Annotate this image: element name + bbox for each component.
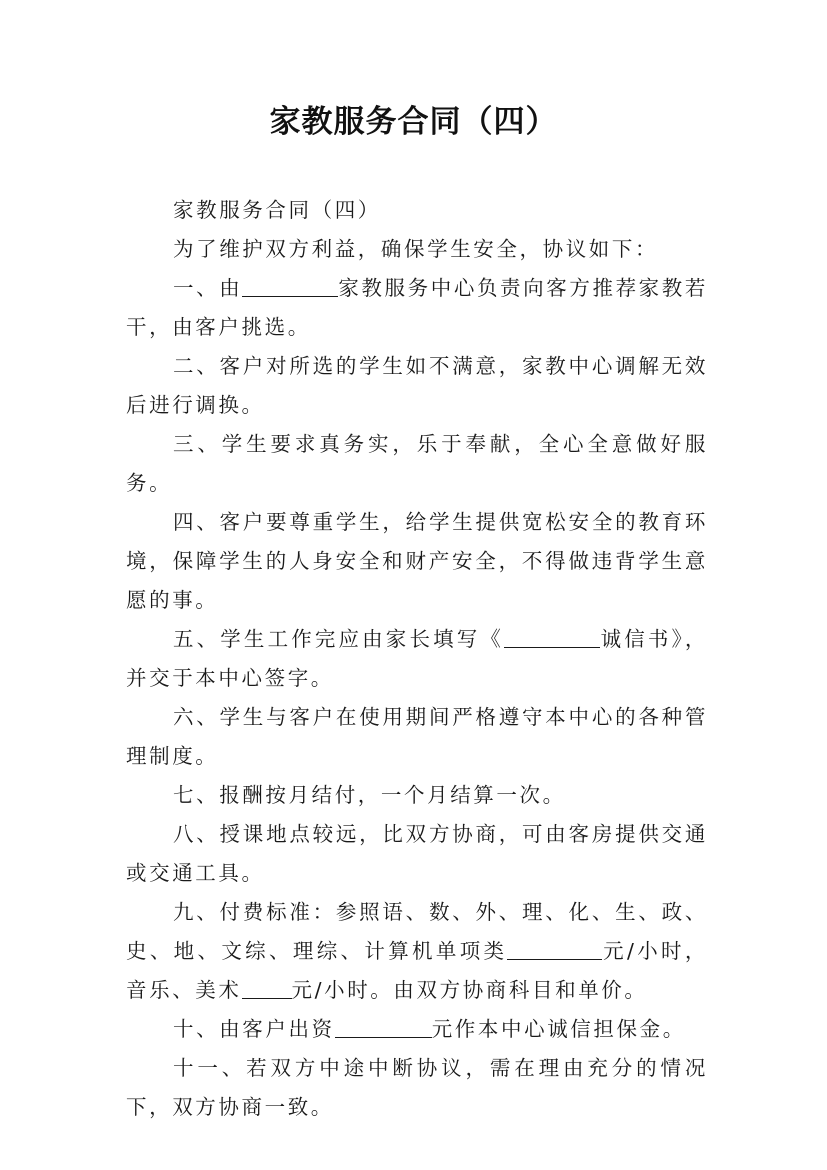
paragraph-intro bbox=[126, 230, 708, 269]
clause-8 bbox=[126, 815, 708, 893]
clause-2 bbox=[126, 347, 708, 425]
clause-text: 七、报酬按月结付，一个月结算一次。 bbox=[173, 783, 566, 807]
clause-text: 六、学生与客户在使用期间严格遵守本中心的各种管理制度。 bbox=[126, 705, 708, 768]
fill-blank-deposit-amount bbox=[335, 1015, 432, 1038]
clause-text: 元作本中心诚信担保金。 bbox=[431, 1017, 686, 1041]
fill-blank-center-name bbox=[242, 274, 338, 297]
clause-11 bbox=[126, 1049, 708, 1127]
fill-blank-certificate-name bbox=[504, 625, 600, 648]
paragraph-text: 家教服务合同（四） bbox=[173, 198, 381, 222]
document-body bbox=[126, 191, 708, 1127]
clause-text: 二、客户对所选的学生如不满意，家教中心调解无效后进行调换。 bbox=[126, 354, 708, 417]
fill-blank-hourly-rate bbox=[507, 937, 602, 960]
clause-text: 十一、若双方中途中断协议，需在理由充分的情况下，双方协商一致。 bbox=[126, 1056, 708, 1119]
clause-text: 九、付费标准：参照语、数、外、理、化、生、政、史、地、文综、理综、计算机单项类 bbox=[126, 900, 708, 963]
clause-text: 元/小时，音乐、美术 bbox=[126, 939, 708, 1002]
clause-text: 三、学生要求真务实，乐于奉献，全心全意做好服务。 bbox=[126, 432, 708, 495]
clause-10 bbox=[126, 1010, 708, 1049]
clause-text: 一、由 bbox=[173, 276, 243, 300]
clause-text: 四、客户要尊重学生，给学生提供宽松安全的教育环境，保障学生的人身安全和财产安全，不得做违背学生意愿的事。 bbox=[126, 510, 708, 612]
clause-7 bbox=[126, 776, 708, 815]
clause-text: 诚信书》，并交于本中心签字。 bbox=[126, 627, 709, 690]
clause-3 bbox=[126, 425, 708, 503]
clause-4 bbox=[126, 503, 708, 620]
clause-text: 元/小时。由双方协商科目和单价。 bbox=[291, 978, 648, 1002]
document-title: 家教服务合同（四） bbox=[269, 104, 558, 140]
clause-6 bbox=[126, 698, 708, 776]
paragraph-text: 为了维护双方利益，确保学生安全，协议如下： bbox=[173, 237, 659, 261]
clause-text: 十、由客户出资 bbox=[173, 1017, 335, 1041]
fill-blank-art-rate bbox=[242, 976, 292, 999]
clause-1 bbox=[126, 269, 708, 347]
clause-9 bbox=[126, 893, 708, 1010]
paragraph-heading bbox=[126, 191, 708, 230]
clause-text: 五、学生工作完应由家长填写《 bbox=[173, 627, 505, 651]
clause-text: 八、授课地点较远，比双方协商，可由客房提供交通或交通工具。 bbox=[126, 822, 708, 885]
clause-5 bbox=[126, 620, 708, 698]
clause-text: 家教服务中心负责向客方推荐家教若干，由客户挑选。 bbox=[126, 276, 708, 339]
